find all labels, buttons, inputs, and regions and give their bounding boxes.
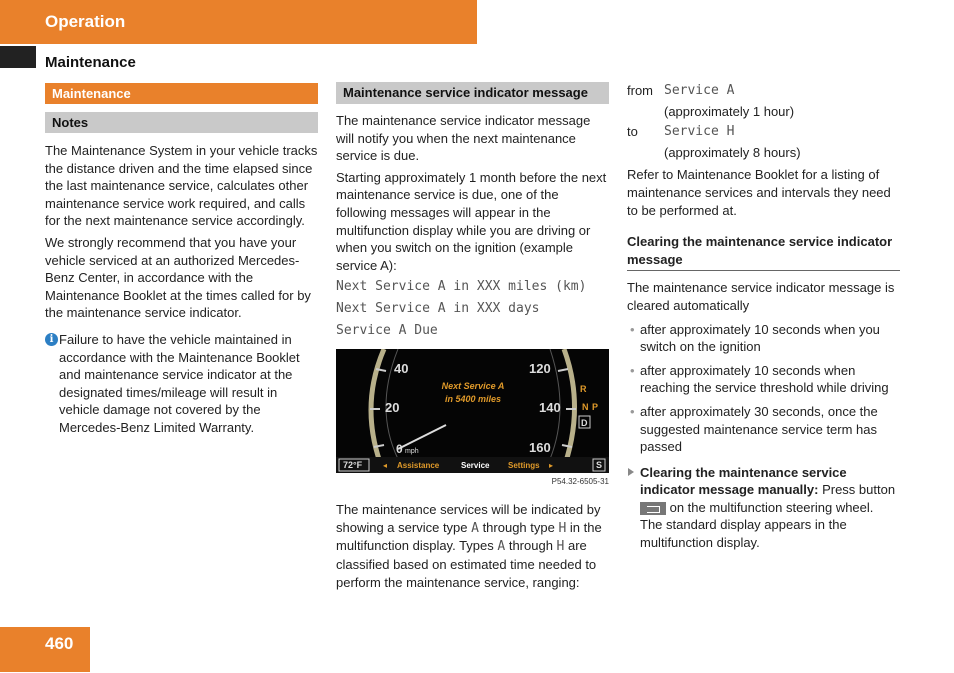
- text-run: on the multifunction steering wheel.: [666, 499, 874, 515]
- instrument-cluster-image: [336, 349, 609, 473]
- gauge-label-120: 120: [529, 361, 551, 377]
- range-from-label: from: [627, 83, 653, 98]
- list-item: • after approximately 30 seconds, once the suggested maintenance service term has passed: [627, 403, 900, 456]
- gauge-label-20: 20: [385, 400, 400, 416]
- range-to-note: (approximately 8 hours): [664, 144, 801, 160]
- display-message-line1: Next Service A: [441, 381, 505, 392]
- step-arrow-icon: [628, 468, 634, 476]
- step-result: The standard display appears in the multifunction display.: [640, 517, 847, 551]
- text-run: are classified based on estimated time needed to perform the maintenance service, ranging:: [336, 538, 597, 590]
- info-note: [45, 331, 318, 437]
- message-example: Next Service A in XXX days: [336, 300, 540, 316]
- paragraph: The maintenance service indicator message is cleared automatically: [627, 280, 895, 313]
- service-type-h: H: [556, 539, 565, 555]
- info-note-text: Failure to have the vehicle maintained in accordance with the Maintenance Booklet and maintenance service indicator at the designated times/mileage will result in vehicle damage not covered by the Mercedes-Benz Limited Warranty.: [59, 331, 300, 435]
- back-button-icon: [640, 502, 666, 515]
- list-item: • after approximately 10 seconds when reaching the service threshold while driving: [627, 362, 900, 397]
- paragraph: The maintenance service indicator message will notify you when the next maintenance service is due.: [336, 113, 591, 164]
- display-temp: 72°F: [343, 460, 363, 471]
- display-message-line2: in 5400 miles: [444, 394, 502, 405]
- section-bar-notes: Notes: [45, 112, 318, 133]
- column-1: [45, 83, 318, 437]
- section-bar-indicator: Maintenance service indicator message: [336, 82, 609, 104]
- text-run: through: [505, 538, 557, 554]
- gauge-label-140: 140: [539, 400, 561, 416]
- display-menu-settings: Settings: [508, 461, 540, 471]
- paragraph: Refer to Maintenance Booklet for a listing of maintenance services and intervals they need to be performed at.: [627, 167, 891, 218]
- gauge-label-0: 0: [396, 442, 403, 457]
- gear-d: D: [581, 418, 588, 429]
- display-s: S: [596, 460, 603, 471]
- range-to-label: to: [627, 124, 638, 140]
- message-example: Next Service A in XXX miles (km): [336, 279, 587, 295]
- gauge-label-40: 40: [394, 361, 409, 377]
- subheading: Clearing the maintenance service indicator message: [627, 233, 900, 271]
- instruction-step: [627, 464, 900, 552]
- section-marker: [0, 46, 36, 68]
- gear-r: R: [580, 384, 587, 395]
- paragraph: We strongly recommend that you have your vehicle serviced at an authorized Mercedes-Benz Center, in accordance with the Maintenance Booklet at the times called for by the maintenance service indicator.: [45, 234, 311, 321]
- range-from-value: Service A: [664, 83, 735, 98]
- text-run: The maintenance services will be indicated by showing a service type: [336, 502, 601, 535]
- bullet-list: [627, 321, 900, 456]
- range-from: [627, 82, 900, 100]
- paragraph: The Maintenance System in your vehicle tracks the distance driven and the time elapsed since the last maintenance service, calculates other maintenance service work required, and calls for the next maintenance service accordingly.: [45, 143, 318, 229]
- section-bar-maintenance: Maintenance: [45, 83, 318, 104]
- gauge-unit: mph: [405, 448, 419, 456]
- service-type-h: H: [558, 520, 567, 536]
- column-3: [627, 82, 900, 552]
- text-run: in the multifunction display. Types: [336, 519, 602, 554]
- display-left-arrow: ◂: [383, 461, 388, 471]
- range-to-value: Service H: [664, 124, 735, 140]
- display-menu-assistance: Assistance: [397, 461, 440, 471]
- message-example: Service A Due: [336, 322, 438, 338]
- service-type-a: A: [497, 539, 506, 555]
- gauge-label-160: 160: [529, 440, 551, 456]
- gear-n: N: [582, 402, 589, 413]
- step-title: Clearing the maintenance service indicator message manually:: [640, 464, 847, 498]
- display-menu-service: Service: [461, 461, 490, 471]
- range-from-note: (approximately 1 hour): [664, 103, 795, 119]
- gear-p: P: [592, 402, 599, 413]
- column-2: [336, 82, 609, 595]
- text-run: through type: [478, 519, 559, 535]
- paragraph: [336, 501, 609, 591]
- display-right-arrow: ▸: [549, 461, 554, 471]
- image-caption: P54.32-6505-31: [551, 477, 609, 487]
- page-number: 460: [45, 634, 74, 653]
- info-icon: i: [45, 333, 58, 346]
- header-title: Operation: [45, 12, 126, 31]
- paragraph: Starting approximately 1 month before the next maintenance service is due, one of the following messages will appear in the multifunction display while you are driving or when you switch on the ignition (example service A):: [336, 169, 607, 273]
- list-item: • after approximately 10 seconds when you switch on the ignition: [627, 321, 900, 356]
- service-type-a: A: [471, 520, 479, 536]
- instrument-cluster-svg: [336, 349, 609, 473]
- section-title: Maintenance: [45, 54, 136, 71]
- range-to: [627, 123, 900, 141]
- text-run: Press button: [818, 482, 896, 498]
